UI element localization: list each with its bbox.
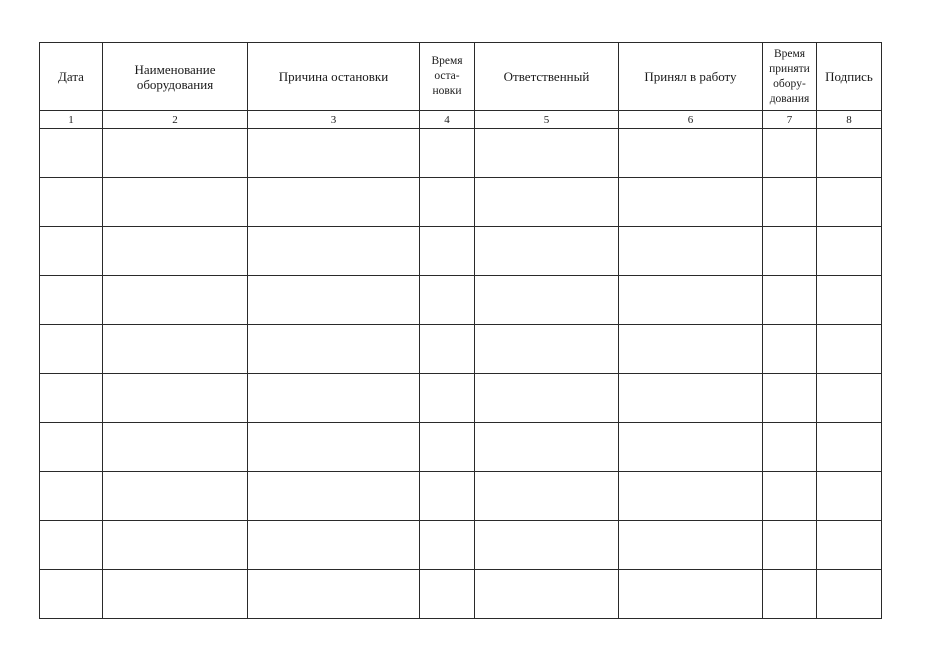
column-number: 5	[475, 111, 619, 129]
table-cell[interactable]	[763, 129, 817, 178]
table-row	[40, 472, 882, 521]
table-cell[interactable]	[103, 129, 248, 178]
header-acceptance-time: Время приняти оборy- дования	[763, 43, 817, 111]
table-cell[interactable]	[248, 374, 420, 423]
table-cell[interactable]	[248, 423, 420, 472]
column-number: 7	[763, 111, 817, 129]
table-cell[interactable]	[619, 570, 763, 619]
table-cell[interactable]	[40, 423, 103, 472]
table-cell[interactable]	[817, 423, 882, 472]
table-cell[interactable]	[420, 472, 475, 521]
table-cell[interactable]	[763, 423, 817, 472]
header-stop-time: Время оста- новки	[420, 43, 475, 111]
table-cell[interactable]	[103, 423, 248, 472]
table-cell[interactable]	[817, 178, 882, 227]
column-number: 1	[40, 111, 103, 129]
table-cell[interactable]	[817, 521, 882, 570]
table-row	[40, 423, 882, 472]
table-cell[interactable]	[103, 325, 248, 374]
table-cell[interactable]	[248, 227, 420, 276]
table-cell[interactable]	[40, 374, 103, 423]
table-cell[interactable]	[40, 570, 103, 619]
table-cell[interactable]	[619, 178, 763, 227]
table-cell[interactable]	[420, 227, 475, 276]
table-row	[40, 227, 882, 276]
header-row	[40, 43, 882, 111]
header-equipment-name: Наименование оборудования	[103, 43, 248, 111]
table-cell[interactable]	[40, 276, 103, 325]
table-cell[interactable]	[475, 374, 619, 423]
equipment-stop-log-table	[39, 42, 882, 619]
table-cell[interactable]	[420, 423, 475, 472]
table-body	[40, 129, 882, 619]
table-cell[interactable]	[103, 472, 248, 521]
header-stop-reason: Причина остановки	[248, 43, 420, 111]
table-cell[interactable]	[817, 570, 882, 619]
table-cell[interactable]	[475, 325, 619, 374]
table-cell[interactable]	[475, 570, 619, 619]
table-cell[interactable]	[248, 129, 420, 178]
table-cell[interactable]	[817, 227, 882, 276]
table-cell[interactable]	[475, 472, 619, 521]
table-cell[interactable]	[817, 472, 882, 521]
table-cell[interactable]	[103, 227, 248, 276]
table-cell[interactable]	[103, 570, 248, 619]
table-cell[interactable]	[40, 472, 103, 521]
table-cell[interactable]	[763, 325, 817, 374]
table-cell[interactable]	[248, 521, 420, 570]
table-cell[interactable]	[817, 374, 882, 423]
table-cell[interactable]	[619, 374, 763, 423]
table-row	[40, 570, 882, 619]
column-number: 3	[248, 111, 420, 129]
table-cell[interactable]	[763, 570, 817, 619]
table-cell[interactable]	[763, 178, 817, 227]
column-number: 2	[103, 111, 248, 129]
table-cell[interactable]	[475, 423, 619, 472]
column-number-row	[40, 111, 882, 129]
table-cell[interactable]	[619, 423, 763, 472]
header-responsible: Ответственный	[475, 43, 619, 111]
table-cell[interactable]	[420, 129, 475, 178]
table-row	[40, 178, 882, 227]
table-cell[interactable]	[420, 325, 475, 374]
table-cell[interactable]	[763, 227, 817, 276]
table-cell[interactable]	[619, 325, 763, 374]
table-cell[interactable]	[103, 374, 248, 423]
table-cell[interactable]	[763, 472, 817, 521]
table-cell[interactable]	[475, 227, 619, 276]
table-cell[interactable]	[40, 178, 103, 227]
table-cell[interactable]	[763, 521, 817, 570]
header-date: Дата	[40, 43, 103, 111]
table-cell[interactable]	[248, 325, 420, 374]
table-cell[interactable]	[40, 227, 103, 276]
table-cell[interactable]	[248, 472, 420, 521]
table-cell[interactable]	[475, 129, 619, 178]
table-cell[interactable]	[40, 325, 103, 374]
table-row	[40, 374, 882, 423]
table-cell[interactable]	[619, 227, 763, 276]
table-cell[interactable]	[40, 521, 103, 570]
column-number: 4	[420, 111, 475, 129]
table-cell[interactable]	[420, 178, 475, 227]
table-cell[interactable]	[103, 178, 248, 227]
table-cell[interactable]	[420, 374, 475, 423]
table-cell[interactable]	[420, 521, 475, 570]
table-row	[40, 276, 882, 325]
header-signature: Подпись	[817, 43, 882, 111]
table-cell[interactable]	[817, 276, 882, 325]
table-cell[interactable]	[420, 570, 475, 619]
column-number: 6	[619, 111, 763, 129]
table-row	[40, 521, 882, 570]
table-cell[interactable]	[475, 178, 619, 227]
table-cell[interactable]	[475, 521, 619, 570]
table-cell[interactable]	[248, 178, 420, 227]
table-cell[interactable]	[619, 276, 763, 325]
table-cell[interactable]	[103, 276, 248, 325]
table-cell[interactable]	[763, 276, 817, 325]
table-cell[interactable]	[248, 276, 420, 325]
table-cell[interactable]	[420, 276, 475, 325]
column-number: 8	[817, 111, 882, 129]
table-cell[interactable]	[619, 472, 763, 521]
table-cell[interactable]	[763, 374, 817, 423]
table-row	[40, 129, 882, 178]
table-row	[40, 325, 882, 374]
table-cell[interactable]	[475, 276, 619, 325]
table-cell[interactable]	[619, 521, 763, 570]
table-cell[interactable]	[817, 325, 882, 374]
table-cell[interactable]	[40, 129, 103, 178]
table-cell[interactable]	[103, 521, 248, 570]
table-cell[interactable]	[817, 129, 882, 178]
table-cell[interactable]	[619, 129, 763, 178]
header-accepted-into-work: Принял в работу	[619, 43, 763, 111]
table-cell[interactable]	[248, 570, 420, 619]
